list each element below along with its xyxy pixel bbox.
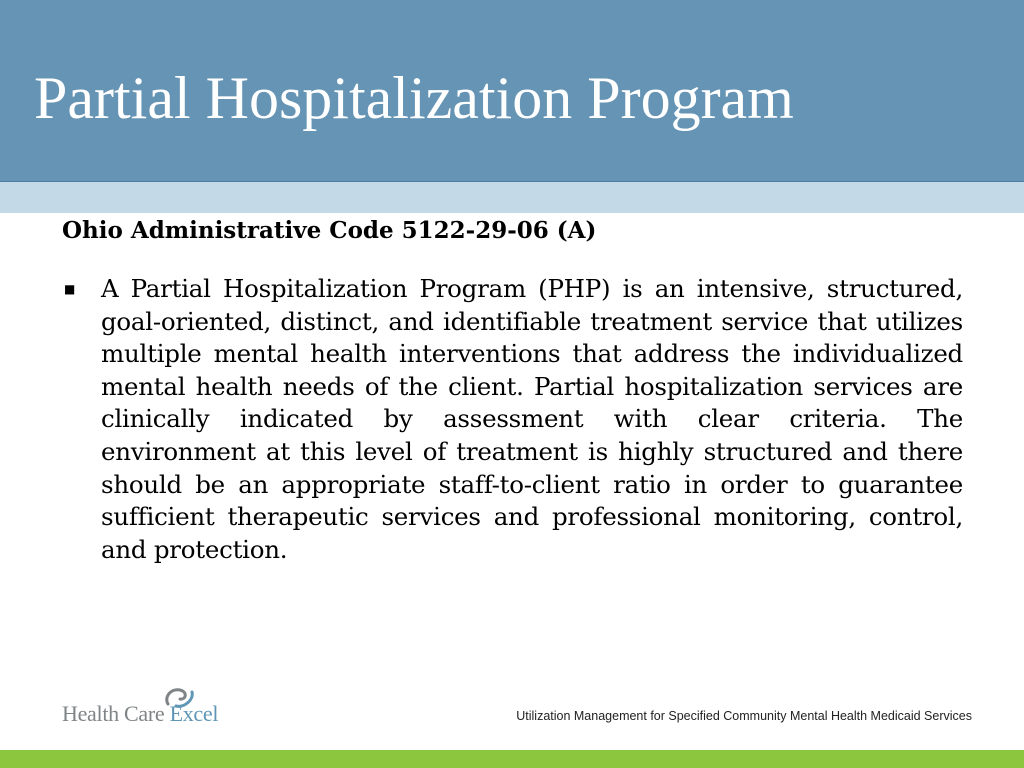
code-heading: Ohio Administrative Code 5122-29-06 (A) <box>62 217 597 244</box>
title-bar <box>0 0 1024 182</box>
title-sub-band <box>0 182 1024 213</box>
health-care-excel-logo <box>62 686 242 732</box>
logo-text-excel: Excel <box>169 701 219 726</box>
footer-text: Utilization Management for Specified Community Mental Health Medicaid Services <box>516 709 972 723</box>
bottom-accent-bar <box>0 750 1024 768</box>
bullet-text: A Partial Hospitalization Program (PHP) is an intensive, structured, goal-oriented, distinct, and identifiable treatment service that utilizes multiple mental health interventions that address the individualized mental health needs of the client. Partial hospitalization services are clinically indicated by assessment with clear criteria. The environment at this level of treatment is highly structured and there should be an appropriate staff-to-client ratio in order to guarantee sufficient therapeutic services and professional monitoring, control, and protection. <box>101 274 963 564</box>
bullet-marker: ■ <box>64 282 76 296</box>
slide-title: Partial Hospitalization Program <box>34 65 794 131</box>
logo-text-health-care: Health Care <box>62 701 165 726</box>
